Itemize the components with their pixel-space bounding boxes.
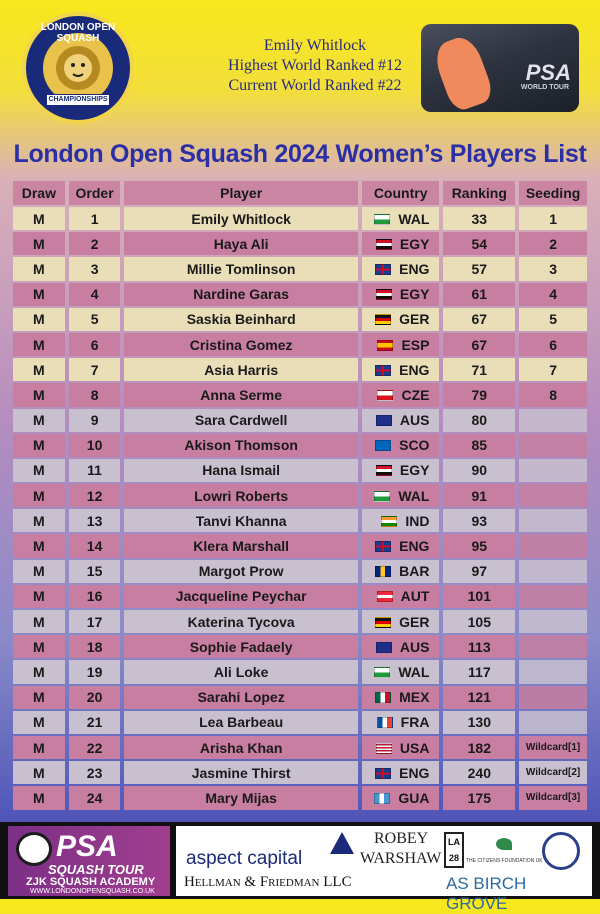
germany-flag-icon bbox=[375, 314, 391, 325]
country-cell bbox=[362, 660, 440, 683]
psa-tour-text: SQUASH TOUR bbox=[48, 862, 144, 877]
country-code: EGY bbox=[399, 235, 430, 252]
germany-flag-icon bbox=[375, 617, 391, 628]
table-row bbox=[13, 358, 587, 381]
table-row bbox=[13, 232, 587, 255]
seeding-cell bbox=[519, 534, 587, 557]
order-cell: 15 bbox=[69, 560, 121, 583]
logo-ring-text: LONDON OPEN SQUASH bbox=[40, 22, 116, 44]
austria-flag-icon bbox=[377, 591, 393, 602]
wales-flag-icon bbox=[374, 491, 390, 502]
order-cell: 6 bbox=[69, 333, 121, 356]
country-cell bbox=[362, 409, 440, 432]
draw-cell: M bbox=[13, 257, 65, 280]
ranking-cell: 67 bbox=[443, 333, 515, 356]
seeding-cell bbox=[519, 509, 587, 532]
warshaw-logo: WARSHAW bbox=[360, 850, 442, 867]
table-row bbox=[13, 484, 587, 507]
draw-cell: M bbox=[13, 409, 65, 432]
player-cell: Sara Cardwell bbox=[124, 409, 357, 432]
draw-cell: M bbox=[13, 534, 65, 557]
order-cell: 14 bbox=[69, 534, 121, 557]
order-cell: 8 bbox=[69, 383, 121, 406]
guatemala-flag-icon bbox=[374, 793, 390, 804]
player-cell: Lea Barbeau bbox=[124, 711, 357, 734]
squash-player-icon bbox=[16, 832, 52, 866]
featured-player-name: Emily Whitlock bbox=[263, 37, 367, 54]
seeding-cell: 3 bbox=[519, 257, 587, 280]
sponsor-footer bbox=[0, 822, 600, 913]
draw-cell: M bbox=[13, 383, 65, 406]
citizens-leaf-icon bbox=[496, 838, 512, 850]
featured-player-headline bbox=[200, 36, 430, 96]
draw-cell: M bbox=[13, 585, 65, 608]
tournament-logo bbox=[22, 12, 134, 124]
table-row bbox=[13, 610, 587, 633]
barbados-flag-icon bbox=[375, 566, 391, 577]
ranking-cell: 130 bbox=[443, 711, 515, 734]
seeding-cell: Wildcard[1] bbox=[519, 736, 587, 759]
table-row bbox=[13, 635, 587, 658]
country-code: WAL bbox=[398, 487, 430, 504]
table-row bbox=[13, 383, 587, 406]
country-cell bbox=[362, 534, 440, 557]
ranking-cell: 85 bbox=[443, 434, 515, 457]
table-row bbox=[13, 333, 587, 356]
seeding-cell: Wildcard[3] bbox=[519, 786, 587, 809]
website-url[interactable]: WWW.LONDONOPENSQUASH.CO.UK bbox=[30, 888, 155, 895]
order-cell: 4 bbox=[69, 283, 121, 306]
table-row bbox=[13, 761, 587, 784]
country-cell bbox=[362, 308, 440, 331]
ranking-cell: 80 bbox=[443, 409, 515, 432]
player-cell: Katerina Tycova bbox=[124, 610, 357, 633]
table-row bbox=[13, 283, 587, 306]
highest-rank-text: Highest World Ranked #12 bbox=[228, 57, 402, 74]
players-table bbox=[9, 179, 591, 812]
ranking-cell: 101 bbox=[443, 585, 515, 608]
draw-cell: M bbox=[13, 232, 65, 255]
table-row bbox=[13, 736, 587, 759]
country-cell bbox=[362, 736, 440, 759]
uk-flag-icon bbox=[375, 365, 391, 376]
table-row bbox=[13, 585, 587, 608]
country-code: GER bbox=[399, 311, 430, 328]
draw-cell: M bbox=[13, 308, 65, 331]
header-order: Order bbox=[69, 181, 121, 205]
country-cell bbox=[362, 786, 440, 809]
psa-squash-tour-block bbox=[8, 826, 170, 896]
country-code: IND bbox=[405, 512, 430, 529]
country-code: GUA bbox=[398, 789, 430, 806]
ranking-cell: 240 bbox=[443, 761, 515, 784]
draw-cell: M bbox=[13, 761, 65, 784]
logo-banner: CHAMPIONSHIPS bbox=[46, 94, 110, 106]
egypt-flag-icon bbox=[376, 289, 392, 300]
country-cell bbox=[362, 761, 440, 784]
egypt-flag-icon bbox=[376, 465, 392, 476]
table-row bbox=[13, 560, 587, 583]
table-row bbox=[13, 308, 587, 331]
order-cell: 23 bbox=[69, 761, 121, 784]
seeding-cell bbox=[519, 610, 587, 633]
seeding-cell: 1 bbox=[519, 207, 587, 230]
country-code: MEX bbox=[399, 689, 430, 706]
seeding-cell: 4 bbox=[519, 283, 587, 306]
academy-name: ZJK SQUASH ACADEMY bbox=[26, 876, 156, 888]
player-cell: Margot Prow bbox=[124, 560, 357, 583]
seeding-cell bbox=[519, 409, 587, 432]
order-cell: 18 bbox=[69, 635, 121, 658]
country-code: ENG bbox=[399, 361, 430, 378]
order-cell: 1 bbox=[69, 207, 121, 230]
table-row bbox=[13, 459, 587, 482]
order-cell: 21 bbox=[69, 711, 121, 734]
france-flag-icon bbox=[377, 717, 393, 728]
player-cell: Klera Marshall bbox=[124, 534, 357, 557]
draw-cell: M bbox=[13, 660, 65, 683]
order-cell: 12 bbox=[69, 484, 121, 507]
country-cell bbox=[362, 333, 440, 356]
country-cell bbox=[362, 585, 440, 608]
country-code: AUT bbox=[400, 588, 430, 605]
country-cell bbox=[362, 509, 440, 532]
czech-flag-icon bbox=[377, 390, 393, 401]
order-cell: 5 bbox=[69, 308, 121, 331]
aspect-triangle-icon bbox=[330, 832, 354, 854]
header-draw: Draw bbox=[13, 181, 65, 205]
ranking-cell: 57 bbox=[443, 257, 515, 280]
player-cell: Haya Ali bbox=[124, 232, 357, 255]
draw-cell: M bbox=[13, 484, 65, 507]
country-code: GER bbox=[399, 613, 430, 630]
country-cell bbox=[362, 232, 440, 255]
country-code: EGY bbox=[399, 462, 430, 479]
photo-psa-sub: WORLD TOUR bbox=[520, 84, 569, 91]
ranking-cell: 33 bbox=[443, 207, 515, 230]
uk-flag-icon bbox=[375, 264, 391, 275]
order-cell: 16 bbox=[69, 585, 121, 608]
draw-cell: M bbox=[13, 736, 65, 759]
seeding-cell: 6 bbox=[519, 333, 587, 356]
header-player: Player bbox=[124, 181, 357, 205]
table-row bbox=[13, 686, 587, 709]
player-cell: Millie Tomlinson bbox=[124, 257, 357, 280]
ranking-cell: 67 bbox=[443, 308, 515, 331]
seeding-cell: 7 bbox=[519, 358, 587, 381]
country-code: ENG bbox=[399, 538, 430, 555]
country-cell bbox=[362, 711, 440, 734]
order-cell: 11 bbox=[69, 459, 121, 482]
ranking-cell: 97 bbox=[443, 560, 515, 583]
draw-cell: M bbox=[13, 207, 65, 230]
seeding-cell bbox=[519, 459, 587, 482]
table-row bbox=[13, 660, 587, 683]
current-rank-text: Current World Ranked #22 bbox=[228, 77, 402, 94]
birch-grove-logo: AS BIRCH GROVE bbox=[446, 874, 527, 913]
draw-cell: M bbox=[13, 459, 65, 482]
ranking-cell: 61 bbox=[443, 283, 515, 306]
draw-cell: M bbox=[13, 610, 65, 633]
ranking-cell: 79 bbox=[443, 383, 515, 406]
header-seeding: Seeding bbox=[519, 181, 587, 205]
table-row bbox=[13, 207, 587, 230]
uk-flag-icon bbox=[375, 768, 391, 779]
spain-flag-icon bbox=[377, 340, 393, 351]
order-cell: 13 bbox=[69, 509, 121, 532]
la28-logo: LA 28 bbox=[444, 832, 464, 868]
player-cell: Tanvi Khanna bbox=[124, 509, 357, 532]
draw-cell: M bbox=[13, 358, 65, 381]
aspect-capital-logo: aspect capital bbox=[186, 848, 303, 869]
psa-logo-text: PSA bbox=[56, 830, 118, 863]
table-row bbox=[13, 409, 587, 432]
player-cell: Mary Mijas bbox=[124, 786, 357, 809]
player-cell: Cristina Gomez bbox=[124, 333, 357, 356]
country-code: CZE bbox=[401, 386, 430, 403]
country-cell bbox=[362, 459, 440, 482]
seeding-cell bbox=[519, 686, 587, 709]
country-code: ENG bbox=[399, 260, 430, 277]
uk-flag-icon bbox=[375, 541, 391, 552]
country-code: EGY bbox=[399, 286, 430, 303]
country-cell bbox=[362, 610, 440, 633]
ranking-cell: 90 bbox=[443, 459, 515, 482]
order-cell: 20 bbox=[69, 686, 121, 709]
draw-cell: M bbox=[13, 283, 65, 306]
seeding-cell bbox=[519, 585, 587, 608]
player-cell: Jasmine Thirst bbox=[124, 761, 357, 784]
seeding-cell bbox=[519, 484, 587, 507]
seeding-cell: 8 bbox=[519, 383, 587, 406]
country-cell bbox=[362, 635, 440, 658]
ranking-cell: 121 bbox=[443, 686, 515, 709]
country-code: AUS bbox=[399, 412, 430, 429]
country-cell bbox=[362, 484, 440, 507]
ranking-cell: 71 bbox=[443, 358, 515, 381]
order-cell: 3 bbox=[69, 257, 121, 280]
order-cell: 22 bbox=[69, 736, 121, 759]
draw-cell: M bbox=[13, 509, 65, 532]
country-code: FRA bbox=[400, 714, 430, 731]
country-code: WAL bbox=[398, 663, 430, 680]
order-cell: 19 bbox=[69, 660, 121, 683]
table-row bbox=[13, 257, 587, 280]
order-cell: 9 bbox=[69, 409, 121, 432]
seeding-cell: 2 bbox=[519, 232, 587, 255]
table-row bbox=[13, 534, 587, 557]
order-cell: 17 bbox=[69, 610, 121, 633]
ranking-cell: 54 bbox=[443, 232, 515, 255]
player-cell: Emily Whitlock bbox=[124, 207, 357, 230]
country-cell bbox=[362, 207, 440, 230]
ranking-cell: 105 bbox=[443, 610, 515, 633]
draw-cell: M bbox=[13, 635, 65, 658]
header-ranking: Ranking bbox=[443, 181, 515, 205]
player-figure bbox=[430, 33, 495, 114]
player-cell: Arisha Khan bbox=[124, 736, 357, 759]
table-row bbox=[13, 711, 587, 734]
player-cell: Anna Serme bbox=[124, 383, 357, 406]
order-cell: 2 bbox=[69, 232, 121, 255]
country-code: USA bbox=[399, 739, 430, 756]
table-row bbox=[13, 434, 587, 457]
player-cell: Nardine Garas bbox=[124, 283, 357, 306]
player-cell: Ali Loke bbox=[124, 660, 357, 683]
seeding-cell bbox=[519, 660, 587, 683]
seeding-cell bbox=[519, 711, 587, 734]
lion-icon bbox=[53, 43, 103, 93]
ranking-cell: 175 bbox=[443, 786, 515, 809]
country-code: WAL bbox=[398, 210, 430, 227]
draw-cell: M bbox=[13, 434, 65, 457]
order-cell: 7 bbox=[69, 358, 121, 381]
australia-flag-icon bbox=[376, 642, 392, 653]
page-title: London Open Squash 2024 Women’s Players List bbox=[13, 140, 587, 168]
draw-cell: M bbox=[13, 333, 65, 356]
country-cell bbox=[362, 686, 440, 709]
header-country: Country bbox=[362, 181, 440, 205]
featured-player-photo bbox=[421, 24, 579, 112]
ranking-cell: 117 bbox=[443, 660, 515, 683]
ranking-cell: 91 bbox=[443, 484, 515, 507]
country-cell bbox=[362, 358, 440, 381]
seeding-cell bbox=[519, 560, 587, 583]
country-code: ESP bbox=[401, 336, 430, 353]
wales-flag-icon bbox=[374, 214, 390, 225]
table-row bbox=[13, 786, 587, 809]
country-code: ENG bbox=[399, 764, 430, 781]
hellman-friedman-logo: Hellman & Friedman LLC bbox=[184, 874, 352, 890]
player-cell: Jacqueline Peychar bbox=[124, 585, 357, 608]
australia-flag-icon bbox=[376, 415, 392, 426]
draw-cell: M bbox=[13, 711, 65, 734]
sponsor-logos bbox=[176, 826, 592, 913]
seeding-cell bbox=[519, 434, 587, 457]
player-cell: Hana Ismail bbox=[124, 459, 357, 482]
player-cell: Saskia Beinhard bbox=[124, 308, 357, 331]
ranking-cell: 95 bbox=[443, 534, 515, 557]
country-code: SCO bbox=[399, 437, 430, 454]
scotland-flag-icon bbox=[375, 440, 391, 451]
table-header-row bbox=[13, 181, 587, 205]
ranking-cell: 182 bbox=[443, 736, 515, 759]
robey-logo: ROBEY bbox=[374, 830, 429, 847]
player-cell: Asia Harris bbox=[124, 358, 357, 381]
table-row bbox=[13, 509, 587, 532]
country-code: AUS bbox=[399, 638, 430, 655]
order-cell: 24 bbox=[69, 786, 121, 809]
draw-cell: M bbox=[13, 686, 65, 709]
player-cell: Akison Thomson bbox=[124, 434, 357, 457]
photo-psa-brand: PSA bbox=[525, 60, 571, 85]
draw-cell: M bbox=[13, 786, 65, 809]
country-cell bbox=[362, 383, 440, 406]
player-cell: Lowri Roberts bbox=[124, 484, 357, 507]
seeding-cell: Wildcard[2] bbox=[519, 761, 587, 784]
seeding-cell: 5 bbox=[519, 308, 587, 331]
player-cell: Sophie Fadaely bbox=[124, 635, 357, 658]
player-cell: Sarahi Lopez bbox=[124, 686, 357, 709]
mexico-flag-icon bbox=[375, 692, 391, 703]
country-cell bbox=[362, 257, 440, 280]
country-cell bbox=[362, 283, 440, 306]
wales-flag-icon bbox=[374, 667, 390, 678]
country-cell bbox=[362, 560, 440, 583]
club-crest-icon bbox=[542, 832, 580, 870]
ranking-cell: 93 bbox=[443, 509, 515, 532]
egypt-flag-icon bbox=[376, 239, 392, 250]
ranking-cell: 113 bbox=[443, 635, 515, 658]
seeding-cell bbox=[519, 635, 587, 658]
india-flag-icon bbox=[381, 516, 397, 527]
country-cell bbox=[362, 434, 440, 457]
citizens-foundation-logo: THE CITIZENS FOUNDATION UK bbox=[466, 858, 543, 864]
country-code: BAR bbox=[399, 563, 430, 580]
draw-cell: M bbox=[13, 560, 65, 583]
usa-flag-icon bbox=[376, 743, 392, 754]
order-cell: 10 bbox=[69, 434, 121, 457]
